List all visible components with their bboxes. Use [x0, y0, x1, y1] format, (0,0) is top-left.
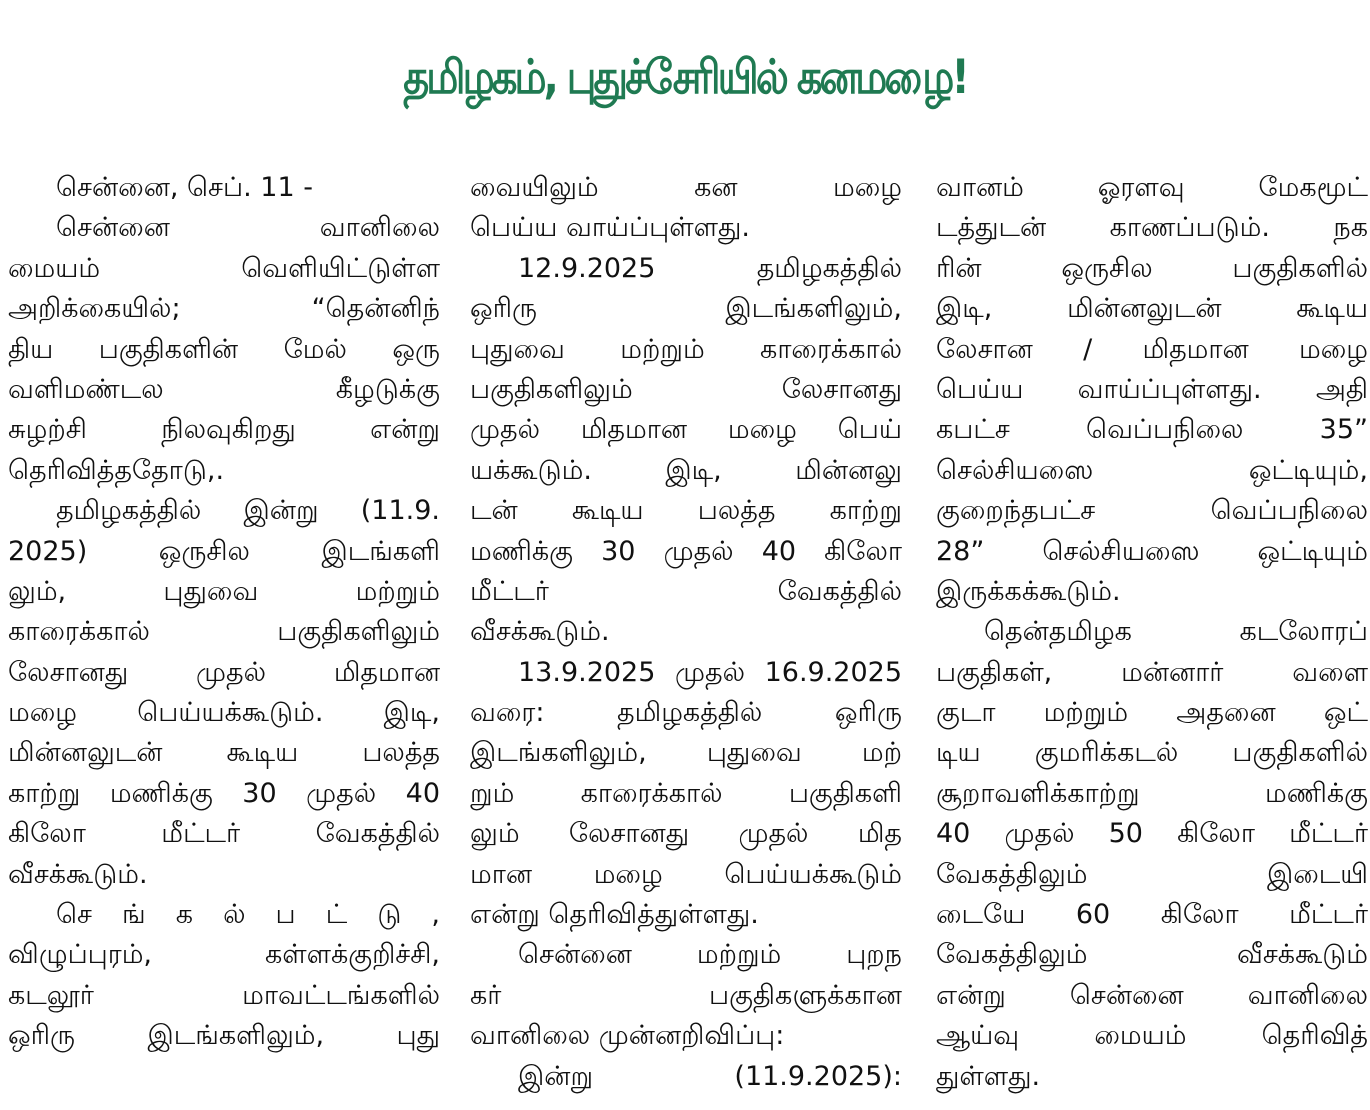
- article-line: என்று சென்னை வானிலை: [936, 979, 1368, 1011]
- article-line: கிலோ மீட்டர் வேகத்தில்: [8, 818, 440, 850]
- article-line: யக்கூடும். இடி, மின்னலு: [470, 454, 902, 486]
- article-line: றும் காரைக்கால் பகுதிகளி: [470, 777, 902, 809]
- article-line: பகுதிகளிலும் லேசானது: [470, 373, 902, 405]
- article-line: லேசானது முதல் மிதமான: [8, 656, 440, 688]
- article-line: செ ங் க ல் ப ட் டு ,: [56, 899, 440, 931]
- article-line: லும் லேசானது முதல் மித: [470, 818, 902, 850]
- article-line: குறைந்தபட்ச வெப்பநிலை: [936, 495, 1368, 527]
- article-line: இன்று (11.9.2025):: [518, 1060, 902, 1092]
- article-line: 2025) ஒருசில இடங்களி: [8, 535, 440, 567]
- article-line: கர் பகுதிகளுக்கான: [470, 979, 902, 1011]
- article-line: வேகத்திலும் வீசக்கூடும்: [936, 939, 1368, 971]
- article-line: 12.9.2025 தமிழகத்தில்: [518, 252, 902, 284]
- article-line: கபட்ச வெப்பநிலை 35”: [936, 414, 1368, 446]
- article-line: ஒரிரு இடங்களிலும், புது: [8, 1020, 440, 1052]
- article-line: இருக்கக்கூடும்.: [936, 575, 1121, 607]
- article-line: ரின் ஒருசில பகுதிகளில்: [936, 252, 1368, 284]
- article-line: சென்னை மற்றும் புறந: [518, 939, 902, 971]
- article-column-2: [470, 168, 902, 1098]
- article-line: வளிமண்டல கீழடுக்கு: [8, 373, 440, 405]
- article-line: செல்சியஸை ஒட்டியும்,: [936, 454, 1368, 486]
- article-line: வேகத்திலும் இடையி: [936, 858, 1368, 890]
- article-line: விழுப்புரம், கள்ளக்குறிச்சி,: [8, 939, 440, 971]
- article-line: துள்ளது.: [936, 1060, 1041, 1092]
- article-line: லேசான / மிதமான மழை: [936, 333, 1368, 365]
- article-line: 13.9.2025 முதல் 16.9.2025: [518, 656, 902, 688]
- article-line: டத்துடன் காணப்படும். நக: [936, 212, 1368, 244]
- article-line: காற்று மணிக்கு 30 முதல் 40: [8, 777, 440, 809]
- article-line: அறிக்கையில்; “தென்னிந்: [8, 293, 440, 325]
- article-column-1: [8, 168, 440, 1098]
- article-line: என்று தெரிவித்துள்ளது.: [470, 899, 759, 931]
- article-line: வானம் ஓரளவு மேகமூட்: [936, 172, 1368, 203]
- article-line: ஒரிரு இடங்களிலும்,: [470, 293, 902, 325]
- article-line: டையே 60 கிலோ மீட்டர்: [936, 899, 1368, 931]
- article-line: பகுதிகள், மன்னார் வளை: [936, 656, 1368, 688]
- article-line: லும், புதுவை மற்றும்: [8, 575, 440, 607]
- article-line: சுழற்சி நிலவுகிறது என்று: [8, 414, 440, 446]
- article-line: திய பகுதிகளின் மேல் ஒரு: [8, 333, 440, 365]
- article-line: முதல் மிதமான மழை பெய்: [470, 414, 902, 446]
- article-line: மின்னலுடன் கூடிய பலத்த: [8, 737, 440, 769]
- article-line: தமிழகத்தில் இன்று (11.9.: [56, 495, 440, 527]
- article-line: தென்தமிழக கடலோரப்: [984, 616, 1368, 648]
- article-line: மையம் வெளியிட்டுள்ள: [8, 252, 440, 284]
- headline: தமிழகம், புதுச்சேரியில் கனமழை!: [403, 49, 967, 105]
- article-line: மான மழை பெய்யக்கூடும்: [470, 858, 902, 890]
- article-line: 40 முதல் 50 கிலோ மீட்டர்: [936, 818, 1368, 850]
- article-line: சூறாவளிக்காற்று மணிக்கு: [936, 777, 1368, 809]
- article-line: வையிலும் கன மழை: [470, 172, 902, 203]
- article-line: பெய்ய வாய்ப்புள்ளது.: [470, 212, 750, 244]
- article-line: சென்னை வானிலை: [56, 212, 440, 244]
- article-line: டன் கூடிய பலத்த காற்று: [470, 495, 902, 527]
- article-line: வீசக்கூடும்.: [8, 858, 148, 890]
- article-column-3: [936, 168, 1368, 1098]
- article-line: பெய்ய வாய்ப்புள்ளது. அதி: [936, 373, 1368, 405]
- article-line: மீட்டர் வேகத்தில்: [470, 575, 902, 607]
- article-line: சென்னை, செப். 11 -: [56, 172, 313, 203]
- article-line: காரைக்கால் பகுதிகளிலும்: [8, 616, 440, 648]
- article-line: வானிலை முன்னறிவிப்பு:: [470, 1020, 785, 1052]
- article-line: 28” செல்சியஸை ஒட்டியும்: [936, 535, 1368, 567]
- article-line: தெரிவித்ததோடு,.: [8, 454, 225, 486]
- article-line: ஆய்வு மையம் தெரிவித்: [936, 1020, 1368, 1052]
- article-line: டிய குமரிக்கடல் பகுதிகளில்: [936, 737, 1368, 769]
- article-line: இடி, மின்னலுடன் கூடிய: [936, 293, 1368, 325]
- article-line: மழை பெய்யக்கூடும். இடி,: [8, 697, 440, 729]
- article-line: குடா மற்றும் அதனை ஒட்: [936, 697, 1368, 729]
- article-line: கடலூர் மாவட்டங்களில்: [8, 979, 440, 1011]
- article-line: புதுவை மற்றும் காரைக்கால்: [470, 333, 902, 365]
- article-line: மணிக்கு 30 முதல் 40 கிலோ: [470, 535, 902, 567]
- article-line: இடங்களிலும், புதுவை மற்: [470, 737, 902, 769]
- article-line: வீசக்கூடும்.: [470, 616, 610, 648]
- article-line: வரை: தமிழகத்தில் ஒரிரு: [470, 697, 902, 729]
